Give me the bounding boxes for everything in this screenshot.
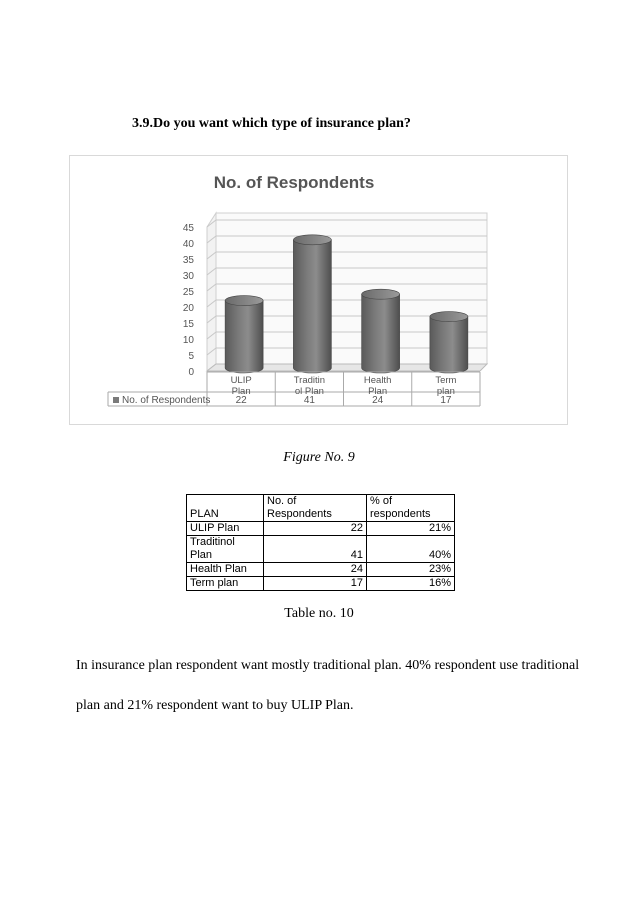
cell-pct: 21% [367, 522, 455, 536]
y-tick-label: 35 [182, 255, 194, 266]
x-tick-label: Plan [368, 386, 388, 397]
chart-container [69, 155, 568, 425]
y-tick-label: 30 [182, 271, 194, 282]
y-tick-label: 25 [182, 287, 194, 298]
table-row [187, 536, 455, 563]
cell-count: 22 [264, 522, 367, 536]
y-tick-label: 20 [182, 303, 194, 314]
x-tick-label: Term [435, 375, 457, 386]
cell-count: 41 [264, 536, 367, 563]
cell-count: 17 [264, 577, 367, 591]
x-tick-label: plan [436, 386, 455, 397]
figure-caption: Figure No. 9 [283, 450, 355, 465]
bar-top [430, 312, 468, 322]
bar [225, 301, 263, 373]
cell-pct: 23% [367, 563, 455, 577]
bar [430, 317, 468, 373]
header-pct-line2: respondents [370, 508, 431, 520]
bar [293, 240, 331, 373]
table-row [187, 577, 455, 591]
header-count [264, 495, 367, 522]
x-tick-label: Traditin [293, 375, 326, 386]
table-header-row [187, 495, 455, 522]
y-tick-label: 10 [182, 335, 194, 346]
bar-top [225, 296, 263, 306]
cell-plan-line1: Traditinol [190, 536, 235, 548]
data-label: 41 [303, 395, 315, 406]
legend-swatch [113, 397, 119, 403]
header-count-line2: Respondents [267, 508, 332, 520]
bar-top [293, 235, 331, 245]
table-row [187, 563, 455, 577]
table-caption: Table no. 10 [284, 606, 354, 621]
header-plan [187, 495, 264, 522]
legend-label: No. of Respondents [122, 395, 211, 406]
question-heading: 3.9.Do you want which type of insurance plan? [132, 116, 411, 131]
cell-pct: 40% [367, 536, 455, 563]
cell-plan-line2: Plan [190, 549, 213, 561]
header-pct [367, 495, 455, 522]
y-tick-label: 15 [182, 319, 194, 330]
data-label: 22 [235, 395, 247, 406]
cell-count: 24 [264, 563, 367, 577]
y-tick-label: 5 [188, 351, 194, 362]
cell-pct: 16% [367, 577, 455, 591]
header-count-line1: No. of [267, 495, 297, 507]
cell-plan [187, 536, 264, 563]
cell-plan: Health Plan [187, 563, 264, 577]
header-pct-line1: % of [370, 495, 393, 507]
bar-chart [70, 156, 567, 424]
bar [362, 294, 400, 373]
x-tick-label: ULIP [230, 375, 252, 386]
data-table [186, 494, 455, 591]
data-label: 24 [372, 395, 384, 406]
y-tick-label: 40 [182, 239, 194, 250]
bar-top [362, 289, 400, 299]
table-row [187, 522, 455, 536]
x-tick-label: Health [363, 375, 392, 386]
y-tick-label: 0 [188, 367, 194, 378]
x-tick-label: ol Plan [294, 386, 324, 397]
header-plan-text: PLAN [190, 508, 219, 520]
body-paragraph: In insurance plan respondent want mostly traditional plan. 40% respondent use traditional plan and 21% respondent want to buy ULIP Plan. [76, 658, 580, 713]
data-label: 17 [440, 395, 452, 406]
y-tick-label: 45 [182, 223, 194, 234]
chart-title: No. of Respondents [213, 173, 375, 192]
cell-plan: Term plan [187, 577, 264, 591]
x-tick-label: Plan [231, 386, 251, 397]
cell-plan: ULIP Plan [187, 522, 264, 536]
